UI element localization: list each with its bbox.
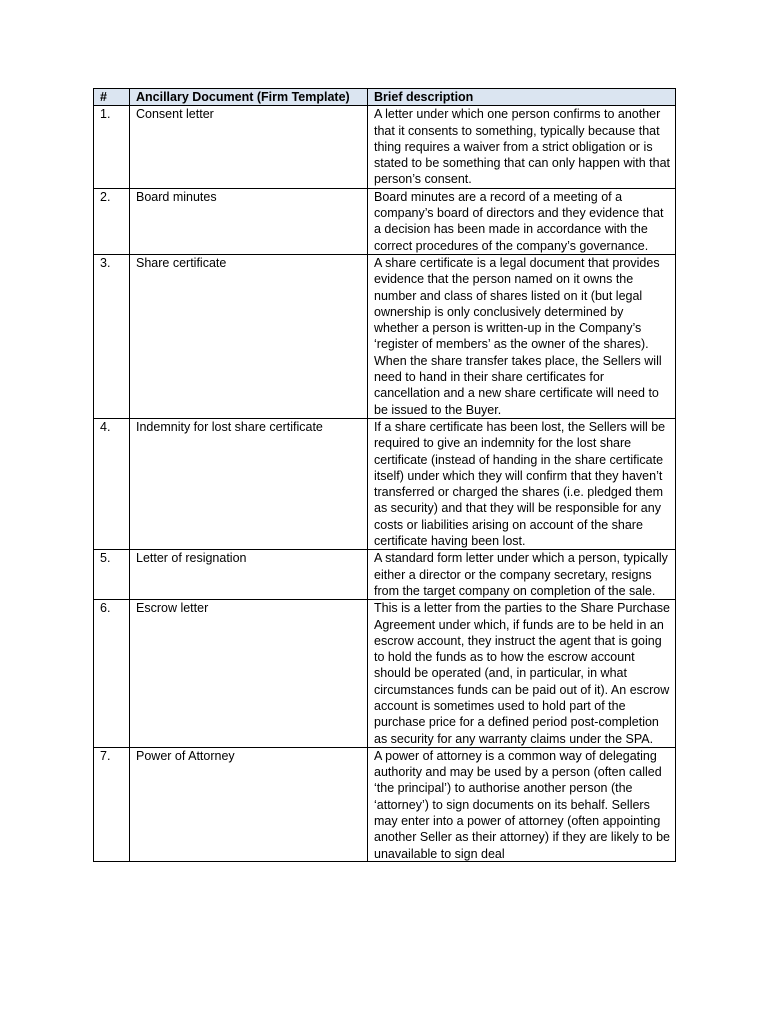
row-number: 7. xyxy=(94,747,130,861)
row-description: Board minutes are a record of a meeting of a company’s board of directors and they evidence that a decision has been made in accordance with the correct procedures of the company’s governance. xyxy=(368,188,676,254)
row-number: 2. xyxy=(94,188,130,254)
header-description: Brief description xyxy=(368,89,676,106)
table-row xyxy=(94,188,676,254)
row-number: 3. xyxy=(94,254,130,418)
table-row xyxy=(94,254,676,418)
row-document: Letter of resignation xyxy=(130,550,368,600)
row-number: 1. xyxy=(94,106,130,188)
row-description: A standard form letter under which a person, typically either a director or the company secretary, resigns from the target company on completion of the sale. xyxy=(368,550,676,600)
table-body xyxy=(94,106,676,862)
table-row xyxy=(94,747,676,861)
row-description-cell xyxy=(368,747,676,861)
ancillary-documents-table xyxy=(93,88,676,862)
row-document: Board minutes xyxy=(130,188,368,254)
row-number: 5. xyxy=(94,550,130,600)
header-row xyxy=(94,89,676,106)
row-number: 6. xyxy=(94,600,130,748)
row-description: If a share certificate has been lost, the Sellers will be required to give an indemnity for the lost share certificate (instead of handing in the share certificate itself) under which they will confirm that they haven’t transferred or charged the shares (i.e. pledged them as security) and that they will be responsible for any costs or liabilities arising on account of the share certificate having been lost. xyxy=(368,418,676,549)
table-row xyxy=(94,550,676,600)
row-number: 4. xyxy=(94,418,130,549)
row-document: Indemnity for lost share certificate xyxy=(130,418,368,549)
table-row xyxy=(94,600,676,748)
row-document: Consent letter xyxy=(130,106,368,188)
row-description: A share certificate is a legal document that provides evidence that the person named on it owns the number and class of shares listed on it (but legal ownership is only conclusively determined by whether a person is written-up in the Company’s ‘register of members’ as the owner of the shares). When the share transfer takes place, the Sellers will need to hand in their share certificates for cancellation and a new share certificate will need to be issued to the Buyer. xyxy=(368,254,676,418)
table-header xyxy=(94,89,676,106)
header-number: # xyxy=(94,89,130,106)
table-row xyxy=(94,106,676,188)
row-description: A letter under which one person confirms to another that it consents to something, typically because that thing requires a waiver from a strict obligation or is stated to be something that can only happen with that person’s consent. xyxy=(368,106,676,188)
row-description: A power of attorney is a common way of delegating authority and may be used by a person (often called ‘the principal’) to authorise another person (the ‘attorney’) to sign documents on its behalf. Sellers may enter into a power of attorney (often appointing another Seller as their attorney) if they are likely to be unavailable to sign deal xyxy=(374,748,670,861)
row-description: This is a letter from the parties to the Share Purchase Agreement under which, if funds are to be held in an escrow account, they instruct the agent that is going to hold the funds as to how the escrow account should be operated (and, in particular, in what circumstances funds can be paid out of it). An escrow account is sometimes used to hold part of the purchase price for a defined period post-completion as security for any warranty claims under the SPA. xyxy=(368,600,676,748)
row-document: Power of Attorney xyxy=(130,747,368,861)
header-document: Ancillary Document (Firm Template) xyxy=(130,89,368,106)
row-document: Escrow letter xyxy=(130,600,368,748)
row-document: Share certificate xyxy=(130,254,368,418)
table-row xyxy=(94,418,676,549)
